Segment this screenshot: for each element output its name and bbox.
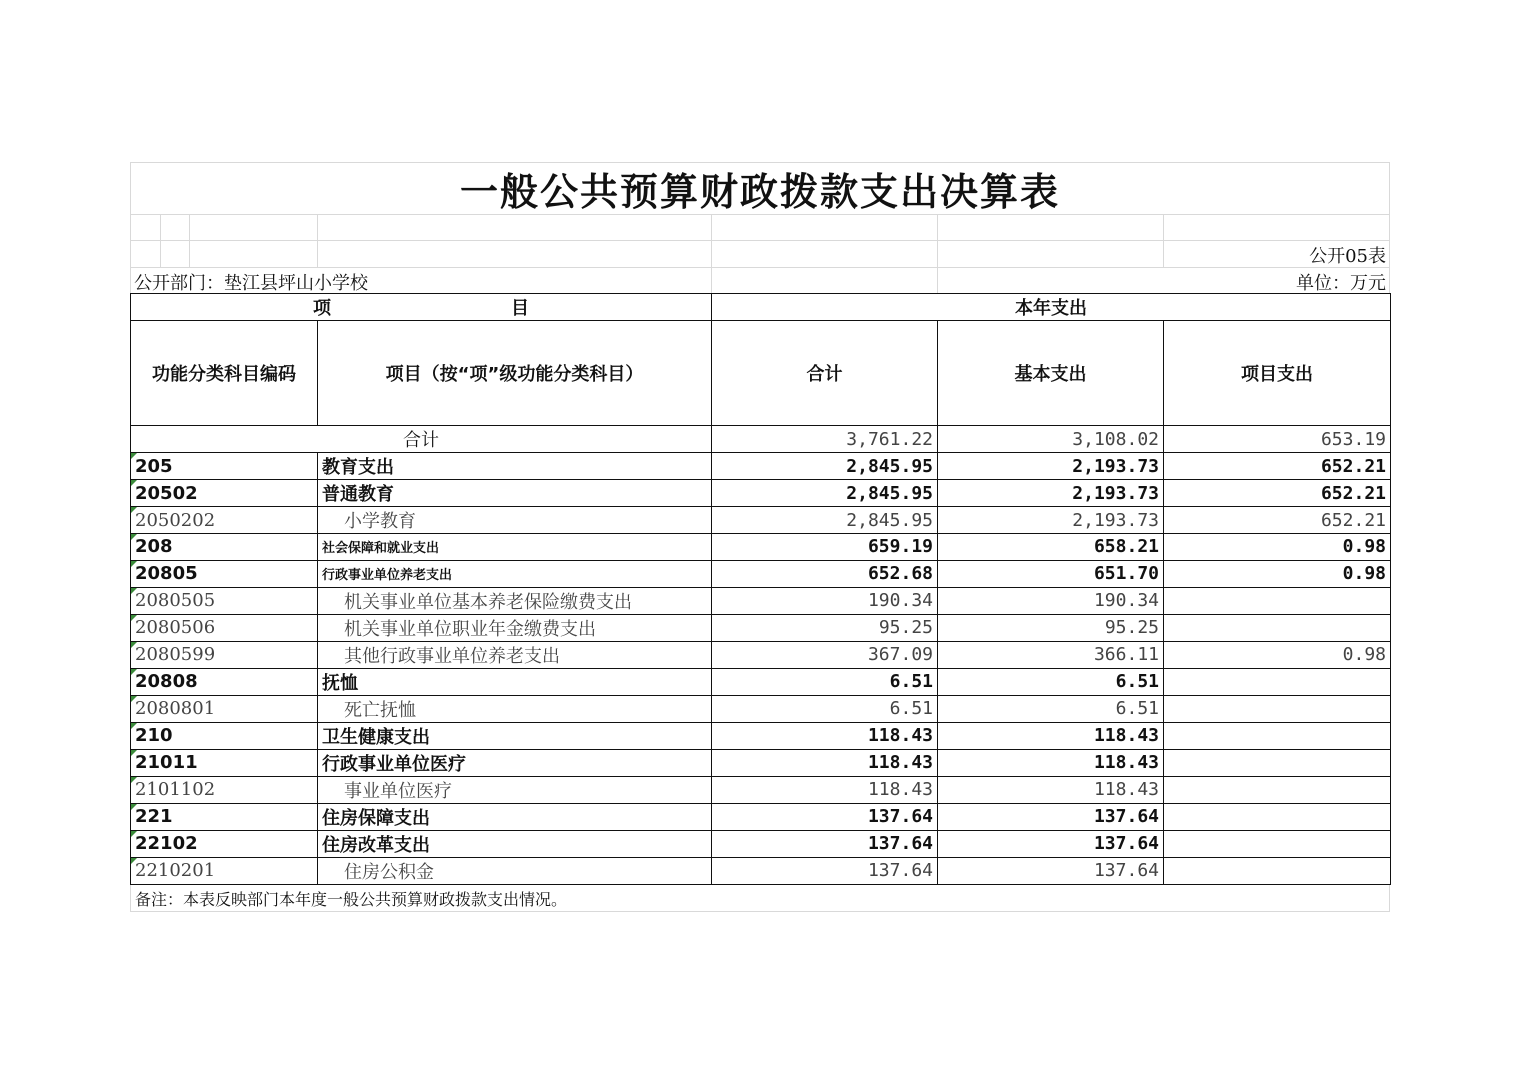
- row-basic: 118.43: [938, 749, 1164, 776]
- row-name: 小学教育: [318, 507, 712, 534]
- table-row: [131, 776, 1391, 803]
- table-row: [131, 480, 1391, 507]
- row-basic: 366.11: [938, 641, 1164, 668]
- row-total: 190.34: [712, 587, 938, 614]
- row-basic: 6.51: [938, 668, 1164, 695]
- row-total: 6.51: [712, 668, 938, 695]
- row-basic: 2,193.73: [938, 507, 1164, 534]
- header-year-expense: 本年支出: [712, 294, 1391, 321]
- row-code: 22102: [131, 830, 318, 857]
- table-row: [131, 507, 1391, 534]
- row-project: [1164, 803, 1391, 830]
- header-item-group: 项 目: [131, 294, 712, 321]
- row-project: 0.98: [1164, 534, 1391, 561]
- row-code: 210: [131, 722, 318, 749]
- total-row: [131, 426, 1391, 453]
- row-code: 21011: [131, 749, 318, 776]
- row-code: 2080505: [131, 587, 318, 614]
- row-name: 住房公积金: [318, 857, 712, 884]
- row-total: 2,845.95: [712, 480, 938, 507]
- row-total: 95.25: [712, 614, 938, 641]
- row-name: 机关事业单位基本养老保险缴费支出: [318, 587, 712, 614]
- row-project: [1164, 587, 1391, 614]
- row-name: 事业单位医疗: [318, 776, 712, 803]
- row-basic: 658.21: [938, 534, 1164, 561]
- row-name: 住房改革支出: [318, 830, 712, 857]
- row-code: 20808: [131, 668, 318, 695]
- header-code: 功能分类科目编码: [131, 321, 318, 426]
- row-project: [1164, 668, 1391, 695]
- table-row: [131, 722, 1391, 749]
- page-title: 一般公共预算财政拨款支出决算表: [459, 169, 1060, 214]
- row-total: 118.43: [712, 776, 938, 803]
- row-name: 住房保障支出: [318, 803, 712, 830]
- row-project: [1164, 749, 1391, 776]
- row-total: 367.09: [712, 641, 938, 668]
- row-total: 118.43: [712, 749, 938, 776]
- header-name: 项目（按“项”级功能分类科目）: [318, 321, 712, 426]
- row-basic: 137.64: [938, 803, 1164, 830]
- row-basic: 190.34: [938, 587, 1164, 614]
- row-name: 机关事业单位职业年金缴费支出: [318, 614, 712, 641]
- table-row: [131, 641, 1391, 668]
- row-name: 教育支出: [318, 453, 712, 480]
- row-basic: 2,193.73: [938, 453, 1164, 480]
- row-code: 2080801: [131, 695, 318, 722]
- row-name: 普通教育: [318, 480, 712, 507]
- row-project: [1164, 857, 1391, 884]
- row-code: 208: [131, 534, 318, 561]
- row-total: 118.43: [712, 722, 938, 749]
- row-basic: 118.43: [938, 776, 1164, 803]
- row-name: 行政事业单位养老支出: [318, 560, 712, 587]
- row-project: 0.98: [1164, 560, 1391, 587]
- table-row: [131, 453, 1391, 480]
- row-basic: 118.43: [938, 722, 1164, 749]
- table-row: [131, 695, 1391, 722]
- row-total: 659.19: [712, 534, 938, 561]
- table-row: [131, 830, 1391, 857]
- data-rows: [131, 453, 1391, 885]
- row-code: 2210201: [131, 857, 318, 884]
- footnote: 备注：本表反映部门本年度一般公共预算财政拨款支出情况。: [135, 889, 568, 909]
- row-basic: 651.70: [938, 560, 1164, 587]
- expenditure-table: [130, 293, 1391, 885]
- row-code: 221: [131, 803, 318, 830]
- row-project: [1164, 722, 1391, 749]
- table-number: 公开05表: [1309, 246, 1386, 267]
- row-code: 205: [131, 453, 318, 480]
- total-basic: 3,108.02: [938, 426, 1164, 453]
- row-code: 2080599: [131, 641, 318, 668]
- row-total: 137.64: [712, 803, 938, 830]
- table-row: [131, 749, 1391, 776]
- department-label: 公开部门：垫江县坪山小学校: [134, 273, 368, 294]
- table-row: [131, 534, 1391, 561]
- row-name: 其他行政事业单位养老支出: [318, 641, 712, 668]
- row-name: 抚恤: [318, 668, 712, 695]
- row-name: 行政事业单位医疗: [318, 749, 712, 776]
- row-code: 2050202: [131, 507, 318, 534]
- row-total: 2,845.95: [712, 453, 938, 480]
- row-name: 卫生健康支出: [318, 722, 712, 749]
- row-project: 652.21: [1164, 453, 1391, 480]
- table-row: [131, 587, 1391, 614]
- row-total: 2,845.95: [712, 507, 938, 534]
- table-row: [131, 668, 1391, 695]
- row-project: [1164, 695, 1391, 722]
- row-basic: 95.25: [938, 614, 1164, 641]
- total-amount: 3,761.22: [712, 426, 938, 453]
- row-code: 2080506: [131, 614, 318, 641]
- row-name: 死亡抚恤: [318, 695, 712, 722]
- row-code: 20805: [131, 560, 318, 587]
- table-row: [131, 803, 1391, 830]
- row-basic: 2,193.73: [938, 480, 1164, 507]
- header-total: 合计: [712, 321, 938, 426]
- row-total: 137.64: [712, 830, 938, 857]
- row-total: 652.68: [712, 560, 938, 587]
- header-project: 项目支出: [1164, 321, 1391, 426]
- table-row: [131, 857, 1391, 884]
- row-total: 137.64: [712, 857, 938, 884]
- row-code: 20502: [131, 480, 318, 507]
- row-name: 社会保障和就业支出: [318, 534, 712, 561]
- unit-label: 单位：万元: [1296, 273, 1386, 294]
- row-project: [1164, 614, 1391, 641]
- row-basic: 137.64: [938, 857, 1164, 884]
- sheet-header-area: [130, 162, 1390, 293]
- row-project: 652.21: [1164, 480, 1391, 507]
- total-project: 653.19: [1164, 426, 1391, 453]
- row-project: 0.98: [1164, 641, 1391, 668]
- row-code: 2101102: [131, 776, 318, 803]
- total-label: 合计: [131, 426, 712, 453]
- row-project: [1164, 776, 1391, 803]
- table-row: [131, 560, 1391, 587]
- table-row: [131, 614, 1391, 641]
- budget-sheet: [130, 162, 1390, 912]
- row-total: 6.51: [712, 695, 938, 722]
- row-basic: 137.64: [938, 830, 1164, 857]
- row-project: 652.21: [1164, 507, 1391, 534]
- footnote-row: [130, 885, 1390, 912]
- row-project: [1164, 830, 1391, 857]
- header-basic: 基本支出: [938, 321, 1164, 426]
- row-basic: 6.51: [938, 695, 1164, 722]
